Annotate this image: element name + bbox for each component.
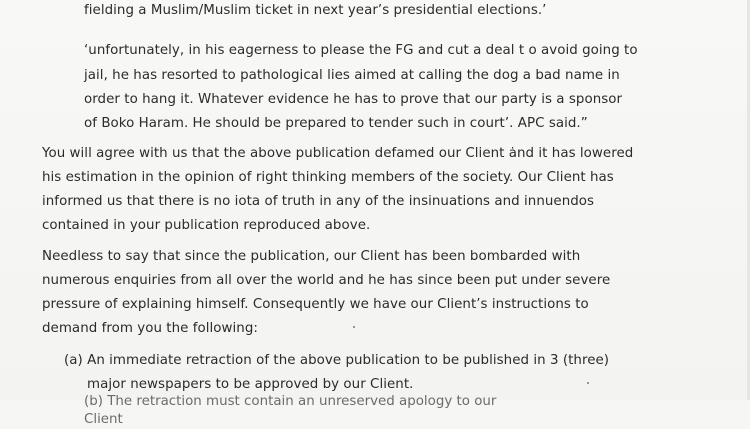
- list-item-b-partial: [84, 393, 504, 427]
- list-item-a-line1: (a) An immediate retraction of the above publication to be published in 3 (three): [64, 353, 610, 368]
- list-item-a-line2: major newspapers to be approved by our Client.: [87, 377, 414, 392]
- list-item-b-text: (b) The retraction must contain an unreserved apology to our Client: [84, 394, 497, 427]
- paragraph-line: informed us that there is no iota of truth in any of the insinuations and innuendos: [42, 194, 595, 209]
- quote-line: fielding a Muslim/Muslim ticket in next year’s presidential elections.’: [84, 3, 547, 18]
- quote-line: ‘unfortunately, in his eagerness to please the FG and cut a deal t o avoid going to: [84, 43, 638, 58]
- quote-line: jail, he has resorted to pathological lies aimed at calling the dog a bad name in: [84, 68, 620, 83]
- paragraph-line: numerous enquiries from all over the world and he has since been put under severe: [42, 273, 611, 288]
- paragraph-line: demand from you the following:: [42, 321, 258, 336]
- paragraph-line: contained in your publication reproduced above.: [42, 218, 371, 233]
- scan-speck: [353, 326, 355, 328]
- paragraph-line: pressure of explaining himself. Consequently we have our Client’s instructions to: [42, 297, 589, 312]
- paragraph-line: his estimation in the opinion of right thinking members of the society. Our Client has: [42, 170, 614, 185]
- quote-line: of Boko Haram. He should be prepared to tender such in court’. APC said.”: [84, 116, 588, 131]
- quote-line: order to hang it. Whatever evidence he has to prove that our party is a sponsor: [84, 92, 623, 107]
- scan-speck: [587, 382, 589, 384]
- paragraph-line: You will agree with us that the above publication defamed our Client ȧnd it has lowered: [42, 146, 634, 161]
- paragraph-line: Needless to say that since the publication, our Client has been bombarded with: [42, 249, 581, 264]
